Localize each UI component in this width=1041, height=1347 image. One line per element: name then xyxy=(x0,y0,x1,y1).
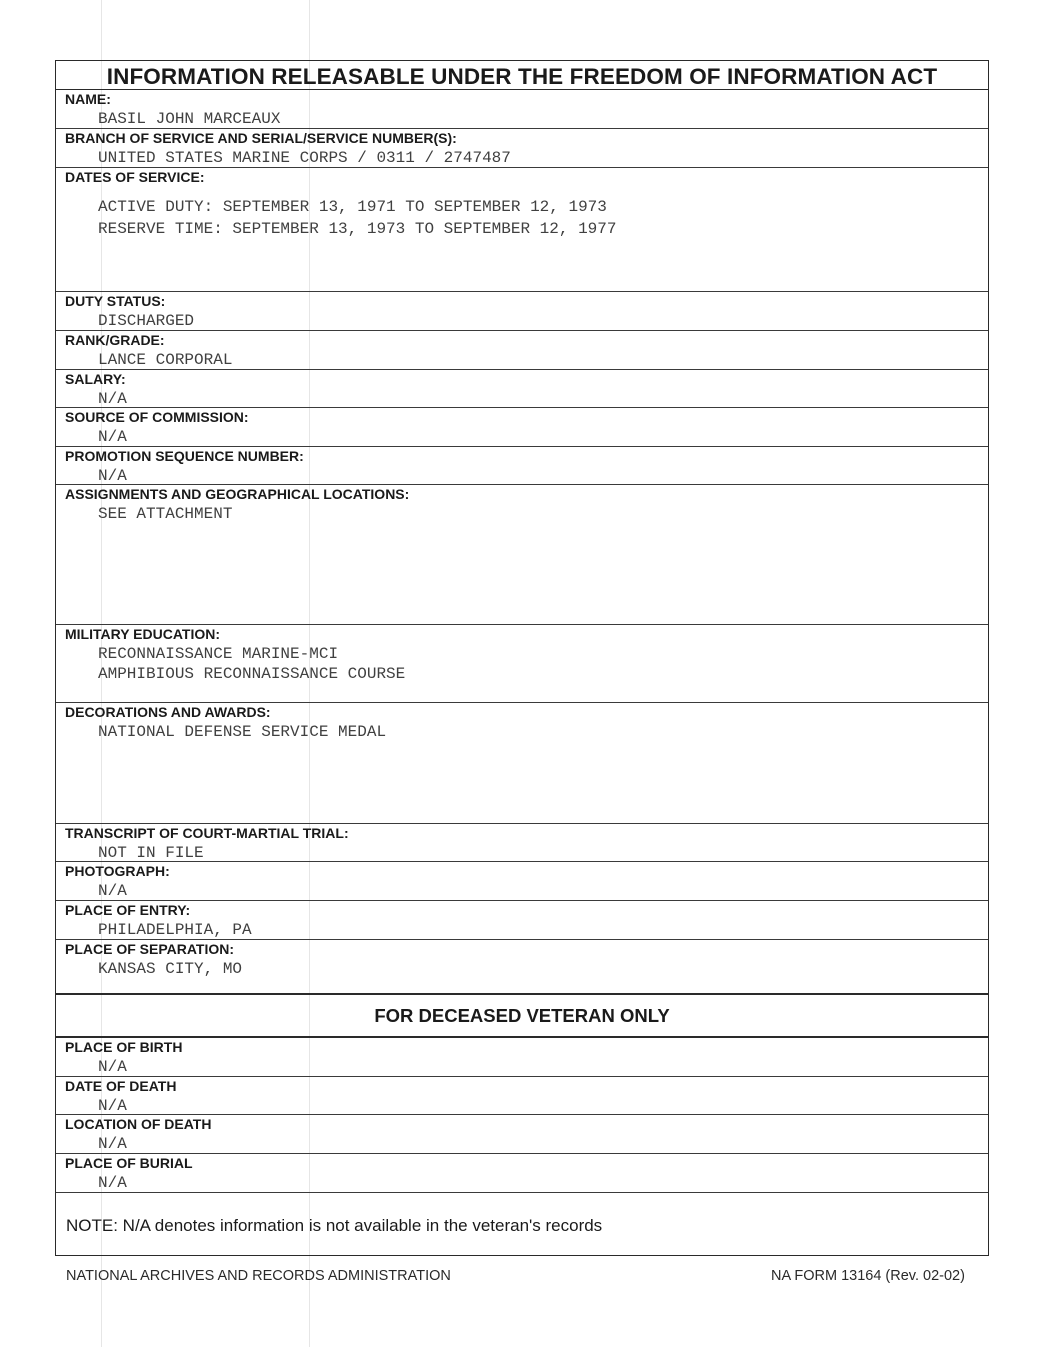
field-photograph xyxy=(56,862,988,901)
field-value: N/A xyxy=(98,882,127,900)
field-value: BASIL JOHN MARCEAUX xyxy=(98,110,281,128)
field-value xyxy=(98,196,616,240)
field-label: DATE OF DEATH xyxy=(65,1078,177,1094)
form-note: NOTE: N/A denotes information is not available in the veteran's records xyxy=(66,1216,603,1235)
form-title: INFORMATION RELEASABLE UNDER THE FREEDOM OF INFORMATION ACT xyxy=(56,61,988,90)
field-value: LANCE CORPORAL xyxy=(98,351,233,369)
field-place-of-entry xyxy=(56,901,988,940)
field-label: PROMOTION SEQUENCE NUMBER: xyxy=(65,448,304,464)
field-decorations xyxy=(56,703,988,824)
field-value: N/A xyxy=(98,1058,127,1076)
field-rank xyxy=(56,331,988,370)
field-value: N/A xyxy=(98,467,127,485)
field-assignments xyxy=(56,485,988,625)
value-line: AMPHIBIOUS RECONNAISSANCE COURSE xyxy=(98,665,406,683)
field-value: N/A xyxy=(98,1174,127,1192)
field-place-of-birth xyxy=(56,1038,988,1077)
field-label: SALARY: xyxy=(65,371,126,387)
field-duty-status xyxy=(56,292,988,331)
field-label: PLACE OF BURIAL xyxy=(65,1155,193,1171)
field-place-of-separation xyxy=(56,940,988,993)
field-value: N/A xyxy=(98,1097,127,1115)
field-branch xyxy=(56,129,988,168)
field-label: DUTY STATUS: xyxy=(65,293,166,309)
field-value: N/A xyxy=(98,390,127,408)
foia-form xyxy=(55,60,989,1256)
field-dates-of-service xyxy=(56,168,988,292)
field-salary xyxy=(56,370,988,408)
field-value: N/A xyxy=(98,1135,127,1153)
field-value: N/A xyxy=(98,428,127,446)
divider xyxy=(56,1192,988,1193)
field-value: DISCHARGED xyxy=(98,312,195,330)
field-label: PLACE OF ENTRY: xyxy=(65,902,191,918)
field-military-education xyxy=(56,625,988,703)
value-line: RESERVE TIME: SEPTEMBER 13, 1973 TO SEPTEMBER 12, 1977 xyxy=(98,220,617,238)
field-label: MILITARY EDUCATION: xyxy=(65,626,221,642)
field-label: BRANCH OF SERVICE AND SERIAL/SERVICE NUMBER(S): xyxy=(65,130,457,146)
field-label: SOURCE OF COMMISSION: xyxy=(65,409,249,425)
value-line: ACTIVE DUTY: SEPTEMBER 13, 1971 TO SEPTEMBER 12, 1973 xyxy=(98,198,607,216)
deceased-section-heading: FOR DECEASED VETERAN ONLY xyxy=(56,993,988,1038)
field-name xyxy=(56,90,988,129)
field-label: PLACE OF SEPARATION: xyxy=(65,941,235,957)
field-label: NAME: xyxy=(65,91,111,107)
footer-agency: NATIONAL ARCHIVES AND RECORDS ADMINISTRATION xyxy=(66,1268,451,1284)
field-value: UNITED STATES MARINE CORPS / 0311 / 2747487 xyxy=(98,149,511,167)
value-line: RECONNAISSANCE MARINE-MCI xyxy=(98,645,339,663)
field-label: LOCATION OF DEATH xyxy=(65,1116,212,1132)
footer-form-number: NA FORM 13164 (Rev. 02-02) xyxy=(771,1268,965,1284)
field-label: TRANSCRIPT OF COURT-MARTIAL TRIAL: xyxy=(65,825,349,841)
field-label: DECORATIONS AND AWARDS: xyxy=(65,704,271,720)
field-label: PLACE OF BIRTH xyxy=(65,1039,183,1055)
field-value: PHILADELPHIA, PA xyxy=(98,921,252,939)
field-court-martial xyxy=(56,824,988,862)
field-promotion-sequence xyxy=(56,447,988,485)
field-value: NATIONAL DEFENSE SERVICE MEDAL xyxy=(98,723,387,741)
field-value: SEE ATTACHMENT xyxy=(98,505,233,523)
field-label: DATES OF SERVICE: xyxy=(65,169,205,185)
field-date-of-death xyxy=(56,1077,988,1115)
field-label: PHOTOGRAPH: xyxy=(65,863,170,879)
field-value: NOT IN FILE xyxy=(98,844,204,862)
field-place-of-burial xyxy=(56,1154,988,1192)
field-value: KANSAS CITY, MO xyxy=(98,960,243,978)
field-value xyxy=(98,644,405,684)
field-location-of-death xyxy=(56,1115,988,1154)
field-label: ASSIGNMENTS AND GEOGRAPHICAL LOCATIONS: xyxy=(65,486,410,502)
field-source-of-commission xyxy=(56,408,988,447)
field-label: RANK/GRADE: xyxy=(65,332,165,348)
